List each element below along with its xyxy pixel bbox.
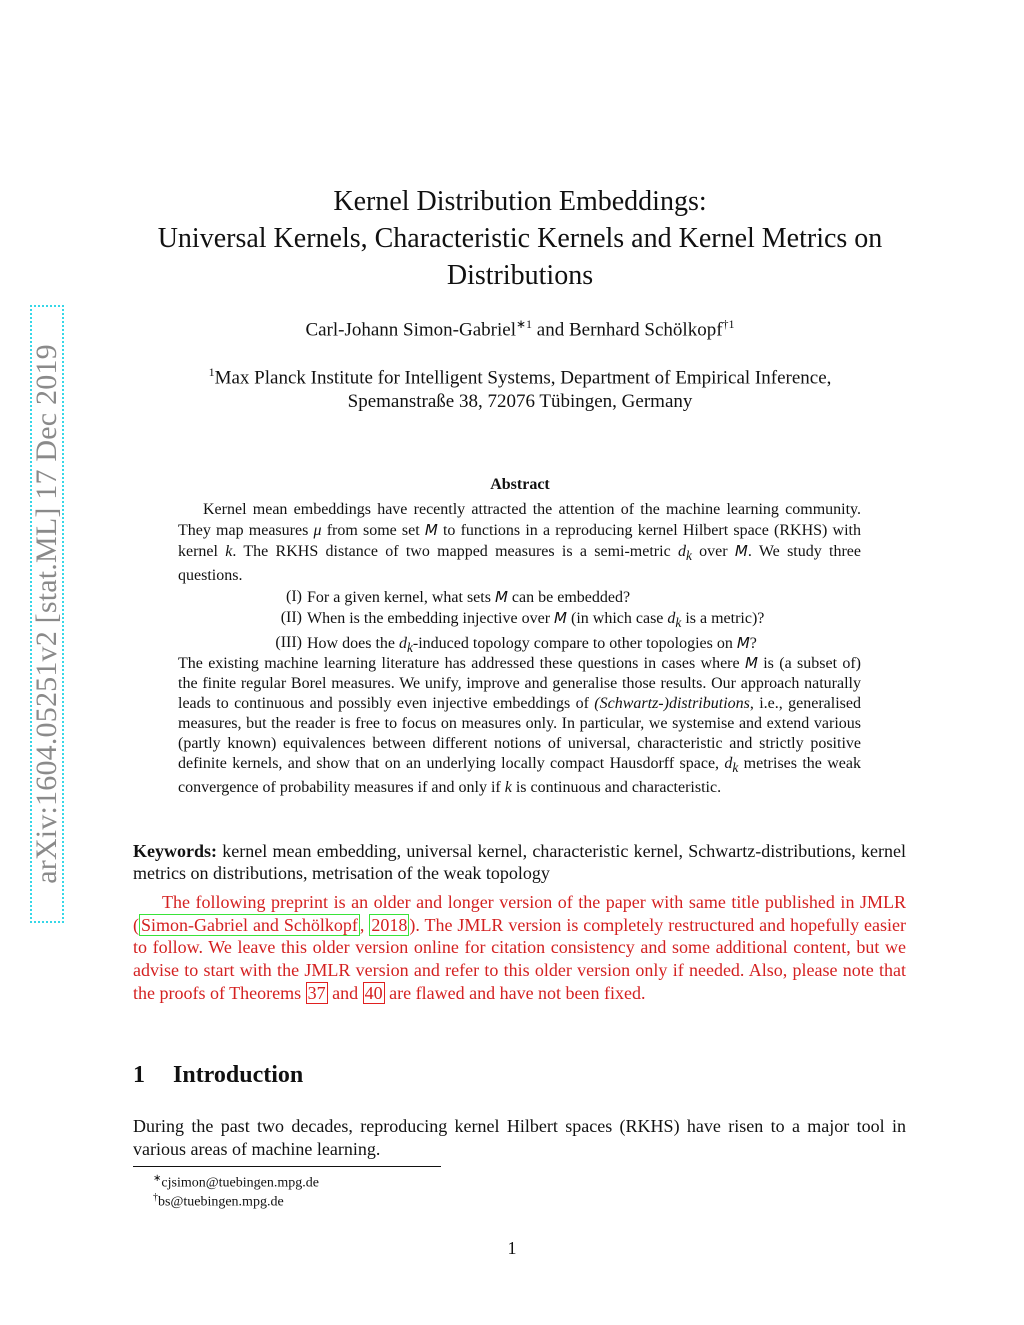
theorem-37-link[interactable]: 37 [307,982,326,1003]
title-line-1: Kernel Distribution Embeddings: [333,186,707,217]
author-and: and [536,319,565,341]
arxiv-stamp-text: arXiv:1604.05251v2 [stat.ML] 17 Dec 2019 [30,344,63,884]
abstract-heading: Abstract [490,476,550,493]
section-number: 1 [133,1062,145,1088]
question-item: (I) For a given kernel, what sets M can be embedded? [286,588,631,606]
affiliation-mark: 1 [208,365,215,379]
section-title: Introduction [173,1062,304,1088]
keywords-text: kernel mean embedding, universal kernel, characteristic kernel, Schwartz-distributions, kernel metrics on distributions, metrisation of the weak topology [133,841,906,883]
citation-link-authors[interactable]: Simon-Gabriel and Schölkopf [141,914,358,935]
section-heading [133,1062,303,1089]
affiliation-line-1: Max Planck Institute for Intelligent Systems, Department of Empirical Inference, [214,367,832,389]
footnote-1: ∗cjsimon@tuebingen.mpg.de [153,1173,319,1191]
footnote-email-1: cjsimon@tuebingen.mpg.de [161,1175,319,1191]
arxiv-stamp[interactable] [30,305,64,923]
abstract-paragraph-1: Kernel mean embeddings have recently attracted the attention of the machine learning community. They map measures μ from some set M to functions in a reproducing kernel Hilbert space (RKHS) with kernel k. The RKHS distance of two mapped measures is a semi-metric $d_k$ over M. We study three questions. [178,501,862,585]
citation-link-year[interactable]: 2018 [371,914,408,935]
footnote-2: †bs@tuebingen.mpg.de [153,1192,284,1210]
paper-title [120,183,920,294]
author-2-mark: †1 [722,317,735,331]
footnote-rule [133,1166,441,1167]
theorem-40-link[interactable]: 40 [364,982,383,1003]
author-2: Bernhard Schölkopf [568,319,723,341]
author-list [120,317,920,341]
mu-symbol: μ [313,522,322,539]
author-1-mark: ∗1 [515,317,533,331]
page-number: 1 [507,1238,517,1258]
question-item: (II) When is the embedding injective over M (in which case $d_k$ is a metric)? [280,609,765,631]
footnote-email-2: bs@tuebingen.mpg.de [158,1194,284,1210]
author-1: Carl-Johann Simon-Gabriel [305,319,516,341]
abstract-paragraph-2: The existing machine learning literature has addressed these questions in cases where M is (a subset of) the finite regular Borel measures. We unify, improve and generalise those results. Our approach naturally leads to continuous and possibly even injective embeddings of (Schwartz-)distributions, i.e., generalised measures, but the reader is free to focus on measures only. In particular, we systemise and extend various (partly known) equivalences between different notions of universal, characteristic and strictly positive definite kernels, and show that on an underlying locally compact Hausdorff space, $d_k$ metrises the weak convergence of probability measures if and only if k is continuous and characteristic. [178,654,862,797]
title-line-3: Distributions [446,260,594,291]
title-line-2: Universal Kernels, Characteristic Kernels and Kernel Metrics on [157,223,883,254]
keywords-label: Keywords: [133,841,217,861]
set-m-symbol: M [424,521,438,539]
kernel-k-symbol: k [225,543,233,560]
keywords [133,840,906,884]
intro-paragraph: During the past two decades, reproducing kernel Hilbert spaces (RKHS) have risen to a major tool in various areas of machine learning. [133,1116,906,1159]
affiliation-line-2: Spemanstraße 38, 72076 Tübingen, Germany [347,391,693,413]
affiliation [120,360,920,414]
question-item: (III) How does the $d_k$-induced topology compare to other topologies on M? [275,634,757,656]
preprint-note: The following preprint is an older and longer version of the paper with same title published in JMLR ( Simon-Gabriel and Schölkopf , 2018 ). The JMLR version is completely restructured and hopefully easier to follow. We leave this older version online for citation consistency and some additional content, but we advise to start with the JMLR version and refer to this older version only if needed. Also, please note that the proofs of Theorems 37 and 40 are flawed and have not been fixed. [133,892,907,1003]
question-list [178,587,861,658]
